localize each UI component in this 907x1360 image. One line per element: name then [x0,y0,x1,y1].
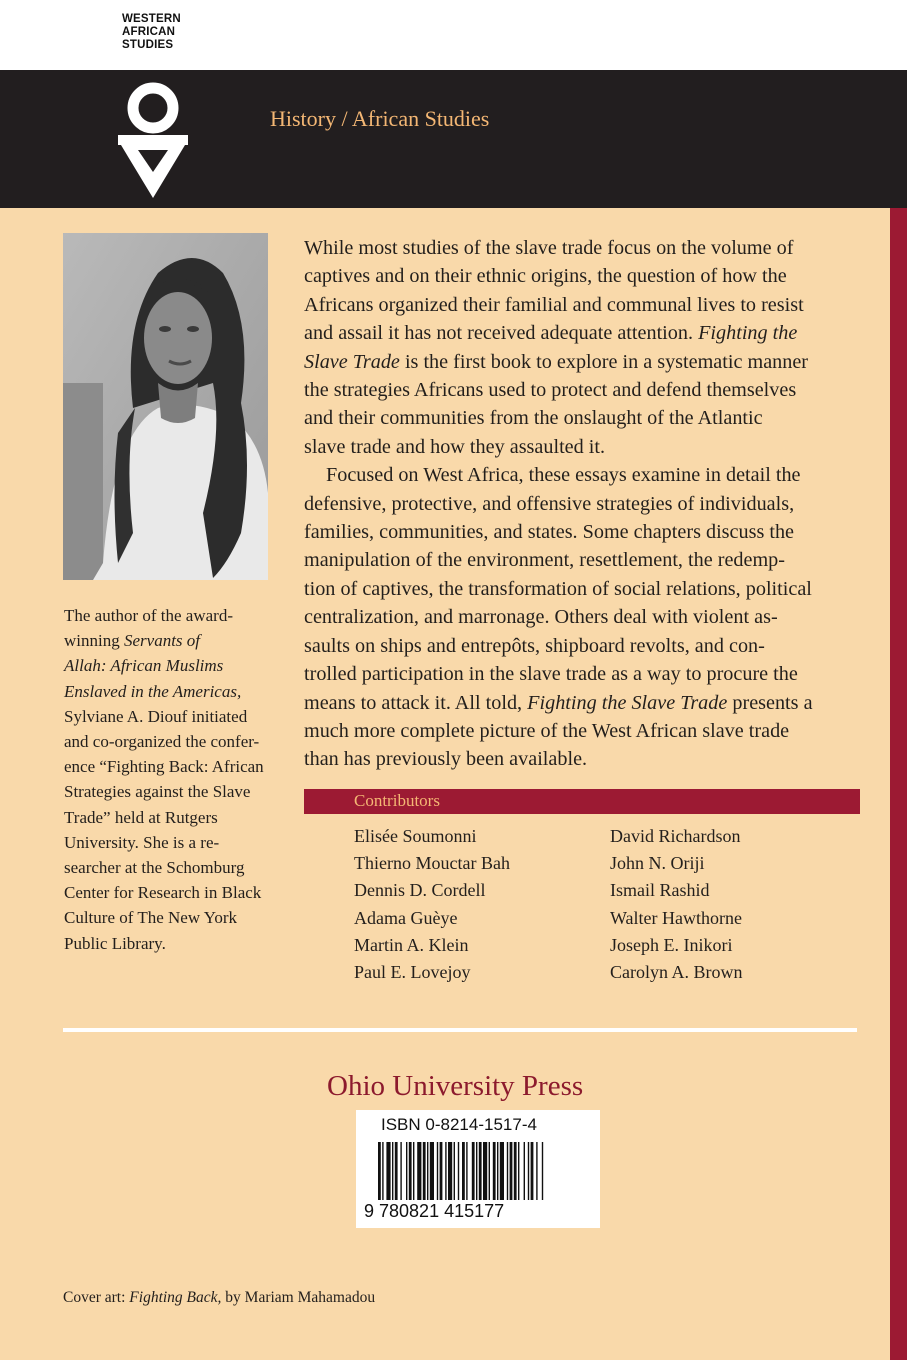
contributor-name: John N. Oriji [610,853,705,874]
book-description [304,234,894,774]
contributor-name: Carolyn A. Brown [610,962,743,983]
book-title: Fighting the [698,322,798,345]
book-title: Fighting the Slave Trade [527,691,728,714]
cover-art-credit [63,1289,375,1307]
desc-line: and their communities from the onslaught of the Atlantic [304,407,763,430]
bio-line: Trade” held at Rutgers [64,807,218,827]
contributor-name: Paul E. Lovejoy [354,962,471,983]
bio-line: University. She is a re- [64,832,220,852]
barcode-digits: 9 780821 415177 [364,1201,505,1221]
contributors-column-left [354,823,510,986]
desc-line: While most studies of the slave trade focus on the volume of [304,237,794,259]
contributors-column-right [610,823,743,986]
book-title: Servants of [123,631,201,651]
credit-prefix: Cover art: [63,1289,130,1306]
author-bio [64,603,279,956]
desc-line [304,689,894,717]
contributor-name: Joseph E. Inikori [610,934,733,955]
bio-line: Culture of The New York [64,908,237,928]
bio-line: and co-organized the confer- [64,732,260,752]
desc-line: Focused on West Africa, these essays examine in detail the [326,464,801,487]
series-label-line: AFRICAN [122,26,176,38]
contributor-name: David Richardson [610,826,741,846]
bio-text: winning [64,631,124,651]
barcode-icon [378,1142,582,1200]
desc-text: is the first book to explore in a systematic manner [399,350,809,373]
bio-line: Public Library. [64,933,166,953]
desc-line: slave trade and how they assaulted it. [304,435,606,458]
bio-line [64,679,279,704]
contributor-name: Dennis D. Cordell [354,880,486,901]
barcode-panel [356,1110,600,1228]
book-title: Enslaved in the Americas, [64,681,242,701]
desc-line: Africans organized their familial and communal lives to resist [304,293,804,316]
contributor-name: Elisée Soumonni [354,826,477,846]
series-label-line: STUDIES [122,39,174,51]
isbn-label: ISBN 0-8214-1517-4 [381,1115,537,1134]
category-label: History / African Studies [270,106,490,131]
contributor-name: Walter Hawthorne [610,907,742,928]
series-label [122,13,181,52]
book-title: Slave Trade [304,350,400,373]
contributor-name: Thierno Mouctar Bah [354,853,510,874]
desc-text: and assail it has not received adequate attention. [304,322,699,345]
bio-line: The author of the award- [64,606,233,625]
desc-line: much more complete picture of the West African slave trade [304,719,790,742]
desc-line: centralization, and marronage. Others deal with violent as- [304,606,778,629]
bio-line: Sylviane A. Diouf initiated [64,706,248,726]
desc-line: than has previously been available. [304,748,588,771]
desc-line [304,348,894,376]
desc-line: saults on ships and entrepôts, shipboard revolts, and con- [304,634,765,657]
bio-line: Strategies against the Slave [64,782,251,802]
bio-line [64,653,279,678]
bio-line: Center for Research in Black [64,883,262,903]
publisher-name: Ohio University Press [327,1070,584,1102]
credit-suffix: by Mariam Mahamadou [221,1289,376,1306]
artwork-title: Fighting Back, [129,1289,222,1306]
desc-line: trolled participation in the slave trade as a way to procure the [304,663,798,686]
desc-line [304,319,894,347]
desc-line: tion of captives, the transformation of social relations, political [304,577,812,600]
contributor-name: Martin A. Klein [354,934,469,955]
bio-line: searcher at the Schomburg [64,858,245,878]
bio-line [64,628,279,653]
author-photo [63,233,268,580]
desc-line: families, communities, and states. Some chapters discuss the [304,521,795,544]
desc-line: defensive, protective, and offensive strategies of individuals, [304,492,795,515]
contributors-heading: Contributors [354,791,440,810]
desc-text: means to attack it. All told, [304,691,528,714]
series-label-line: WESTERN [122,13,181,25]
contributor-name: Ismail Rashid [610,880,710,901]
bio-line: ence “Fighting Back: African [64,757,264,777]
book-title: Allah: African Muslims [64,656,224,676]
series-emblem-icon [118,80,188,200]
desc-line: the strategies Africans used to protect and defend themselves [304,379,797,402]
desc-line: captives and on their ethnic origins, the question of how the [304,265,787,288]
contributor-name: Adama Guèye [354,907,458,928]
desc-text: presents a [727,691,813,714]
desc-line: manipulation of the environment, resettlement, the redemp- [304,549,785,572]
divider [63,1028,857,1032]
